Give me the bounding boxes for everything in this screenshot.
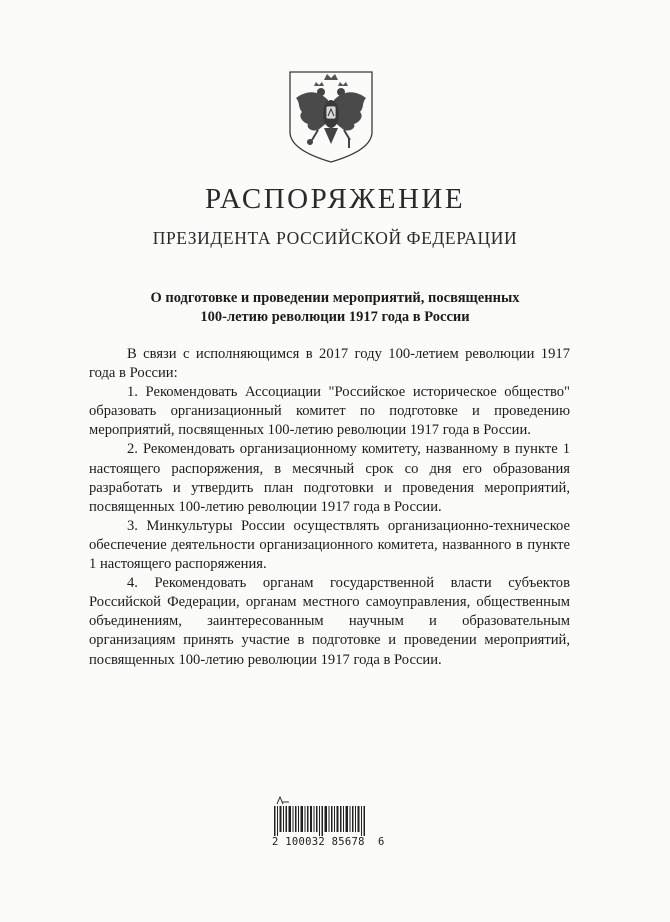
document-subtitle: ПРЕЗИДЕНТА РОССИЙСКОЙ ФЕДЕРАЦИИ — [152, 228, 518, 248]
barcode-number: 2 100032 85678 6 — [272, 836, 385, 848]
paragraph-item-4: 4. Рекомендовать органам государственной власти субъектов Российской Федерации, органам местного самоуправления, общественным объединениям, заинтересованным научным и образовательным организациям принять участие в подготовке и проведении мероприятий, посвященных 100-летию революции 1917 года в России. — [89, 575, 570, 668]
document-heading — [90, 289, 580, 327]
paragraph-item-3: 3. Минкультуры России осуществлять организационно-техническое обеспечение деятельности организационного комитета, названного в пункте 1 настоящего распоряжения. — [89, 517, 570, 573]
barcode-icon — [274, 806, 366, 836]
barcode — [268, 796, 385, 854]
paragraph-item-1: 1. Рекомендовать Ассоциации "Российское историческое общество" образовать организационный комитет по подготовке и проведению мероприятий, посвященных 100-летию революции 1917 года в России. — [89, 384, 570, 439]
paragraph-item-2: 2. Рекомендовать организационному комитету, названному в пункте 1 настоящего распоряжения, в месячный срок со дня его образования разработать и утвердить план подготовки и проведения мероприятий, посвященных 100-летию революции 1917 года в России. — [89, 441, 570, 515]
heading-line-1: О подготовке и проведении мероприятий, посвященных — [150, 290, 520, 306]
document-body — [89, 345, 570, 670]
paragraph-intro: В связи с исполняющимся в 2017 году 100-летием революции 1917 года в России: — [89, 346, 570, 382]
heading-line-2: 100-летию революции 1917 года в России — [200, 309, 470, 325]
coat-of-arms-icon — [288, 70, 374, 164]
document-title: РАСПОРЯЖЕНИЕ — [204, 183, 466, 215]
